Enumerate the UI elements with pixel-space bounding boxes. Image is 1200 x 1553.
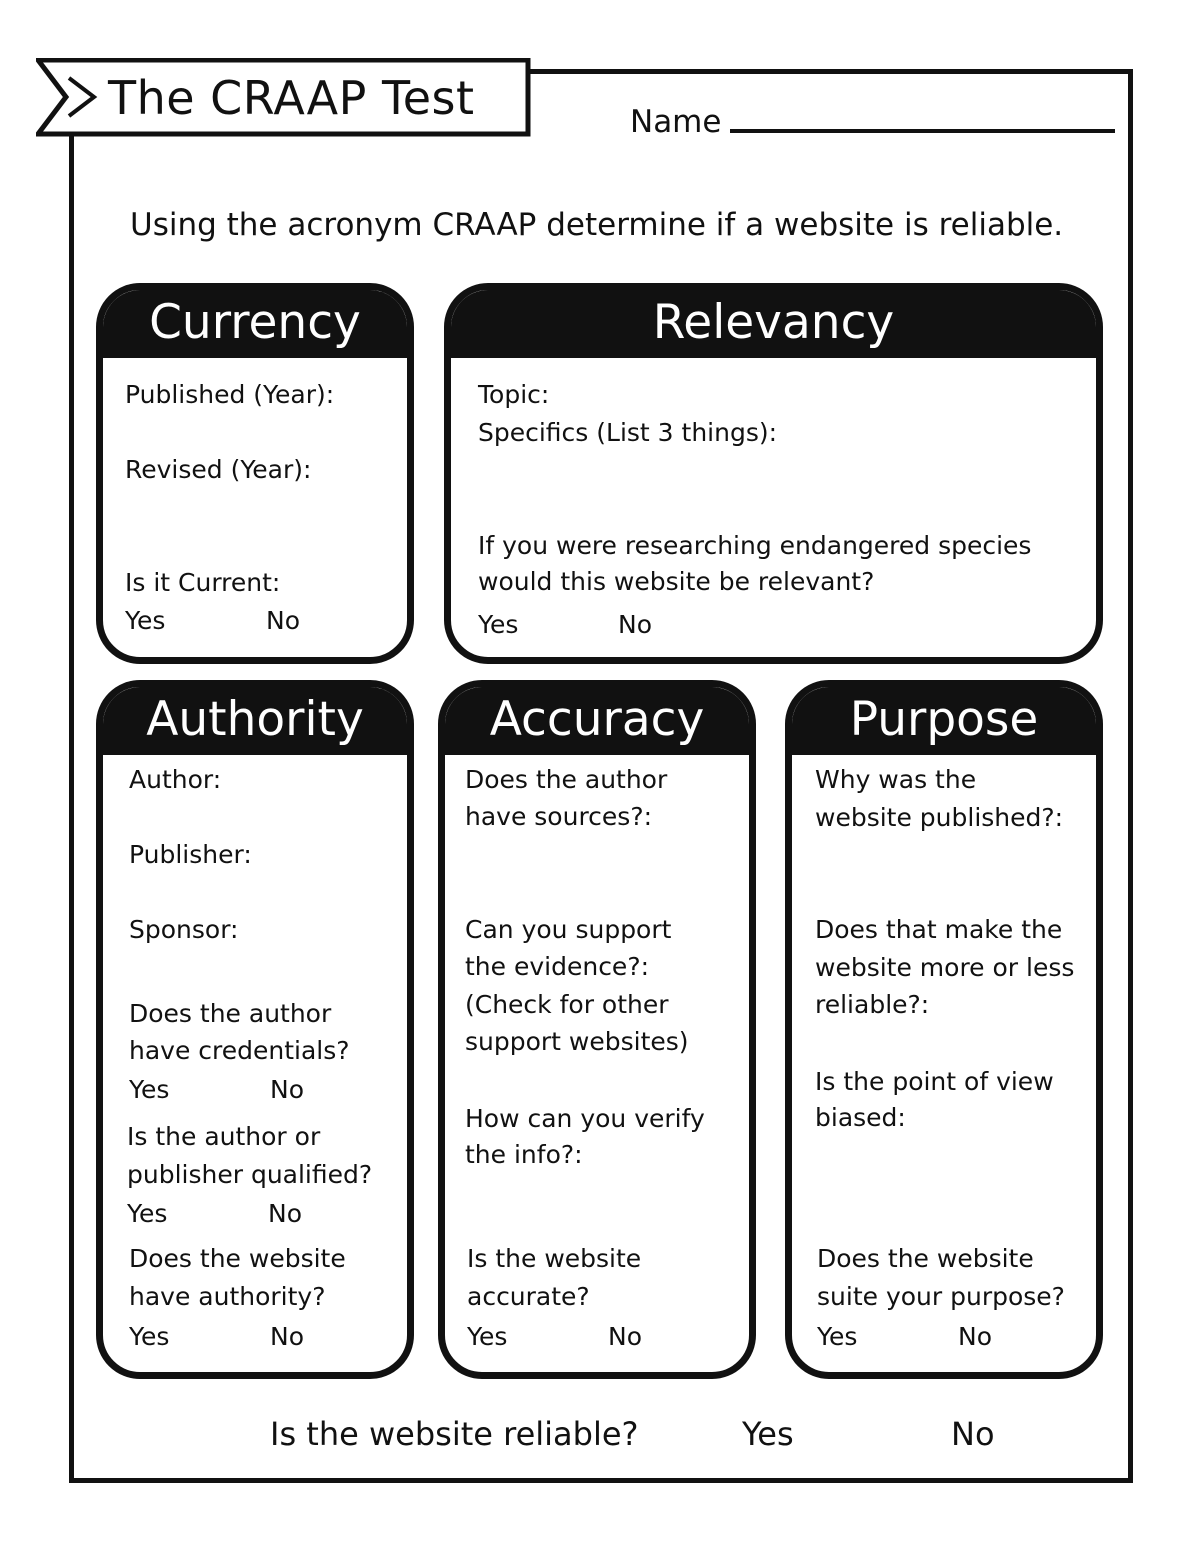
- published-label: Published (Year):: [125, 380, 335, 409]
- qualified-question-line2: publisher qualified?: [127, 1160, 373, 1189]
- purpose-yes-option[interactable]: Yes: [817, 1322, 858, 1351]
- suit-question-line2: suite your purpose?: [817, 1282, 1065, 1311]
- relevancy-title: Relevancy: [451, 290, 1096, 358]
- relevancy-question-line1: If you were researching endangered species: [478, 531, 1032, 560]
- qualified-question-line1: Is the author or: [127, 1122, 321, 1151]
- why-question-line2: website published?:: [815, 803, 1064, 832]
- author-label: Author:: [129, 765, 222, 794]
- why-question-line1: Why was the: [815, 765, 977, 794]
- relevancy-card: [444, 283, 1103, 664]
- credentials-yes-option[interactable]: Yes: [129, 1075, 170, 1104]
- revised-label: Revised (Year):: [125, 455, 312, 484]
- credentials-question-line1: Does the author: [129, 999, 332, 1028]
- name-field[interactable]: [730, 129, 1115, 133]
- authority-question-line2: have authority?: [129, 1282, 326, 1311]
- accuracy-card: [438, 680, 756, 1379]
- sponsor-label: Sponsor:: [129, 915, 239, 944]
- purpose-title: Purpose: [792, 687, 1096, 755]
- relevancy-yes-option[interactable]: Yes: [478, 610, 519, 639]
- currency-title: Currency: [103, 290, 407, 358]
- publisher-label: Publisher:: [129, 840, 252, 869]
- final-yes-option[interactable]: Yes: [742, 1415, 794, 1453]
- support-question-line2: the evidence?:: [465, 952, 650, 981]
- name-label: Name: [630, 104, 722, 140]
- accurate-question-line1: Is the website: [467, 1244, 642, 1273]
- qualified-no-option[interactable]: No: [268, 1199, 302, 1228]
- credentials-no-option[interactable]: No: [270, 1075, 304, 1104]
- authority-yes-option[interactable]: Yes: [129, 1322, 170, 1351]
- authority-question-line1: Does the website: [129, 1244, 346, 1273]
- authority-no-option[interactable]: No: [270, 1322, 304, 1351]
- instructions: Using the acronym CRAAP determine if a website is reliable.: [130, 207, 1064, 243]
- final-no-option[interactable]: No: [951, 1415, 995, 1453]
- verify-question-line1: How can you verify: [465, 1104, 705, 1133]
- suit-question-line1: Does the website: [817, 1244, 1034, 1273]
- page-title: The CRAAP Test: [108, 71, 475, 125]
- verify-question-line2: the info?:: [465, 1140, 583, 1169]
- reliable-question-line3: reliable?:: [815, 990, 930, 1019]
- bias-question-line1: Is the point of view: [815, 1067, 1054, 1096]
- bias-question-line2: biased:: [815, 1103, 906, 1132]
- support-question-line3: (Check for other: [465, 990, 669, 1019]
- accuracy-yes-option[interactable]: Yes: [467, 1322, 508, 1351]
- topic-label: Topic:: [478, 380, 550, 409]
- purpose-card: [785, 680, 1103, 1379]
- specifics-label: Specifics (List 3 things):: [478, 418, 778, 447]
- currency-card: [96, 283, 414, 664]
- reliable-question-line1: Does that make the: [815, 915, 1063, 944]
- support-question-line4: support websites): [465, 1027, 689, 1056]
- relevancy-no-option[interactable]: No: [618, 610, 652, 639]
- accuracy-title: Accuracy: [445, 687, 749, 755]
- relevancy-question-line2: would this website be relevant?: [478, 567, 875, 596]
- currency-yes-option[interactable]: Yes: [125, 606, 166, 635]
- authority-card: [96, 680, 414, 1379]
- support-question-line1: Can you support: [465, 915, 672, 944]
- currency-no-option[interactable]: No: [266, 606, 300, 635]
- purpose-no-option[interactable]: No: [958, 1322, 992, 1351]
- authority-title: Authority: [103, 687, 407, 755]
- current-question: Is it Current:: [125, 568, 281, 597]
- accurate-question-line2: accurate?: [467, 1282, 590, 1311]
- accuracy-no-option[interactable]: No: [608, 1322, 642, 1351]
- credentials-question-line2: have credentials?: [129, 1036, 350, 1065]
- reliable-question-line2: website more or less: [815, 953, 1075, 982]
- qualified-yes-option[interactable]: Yes: [127, 1199, 168, 1228]
- final-question: Is the website reliable?: [270, 1415, 639, 1453]
- sources-question-line1: Does the author: [465, 765, 668, 794]
- sources-question-line2: have sources?:: [465, 802, 653, 831]
